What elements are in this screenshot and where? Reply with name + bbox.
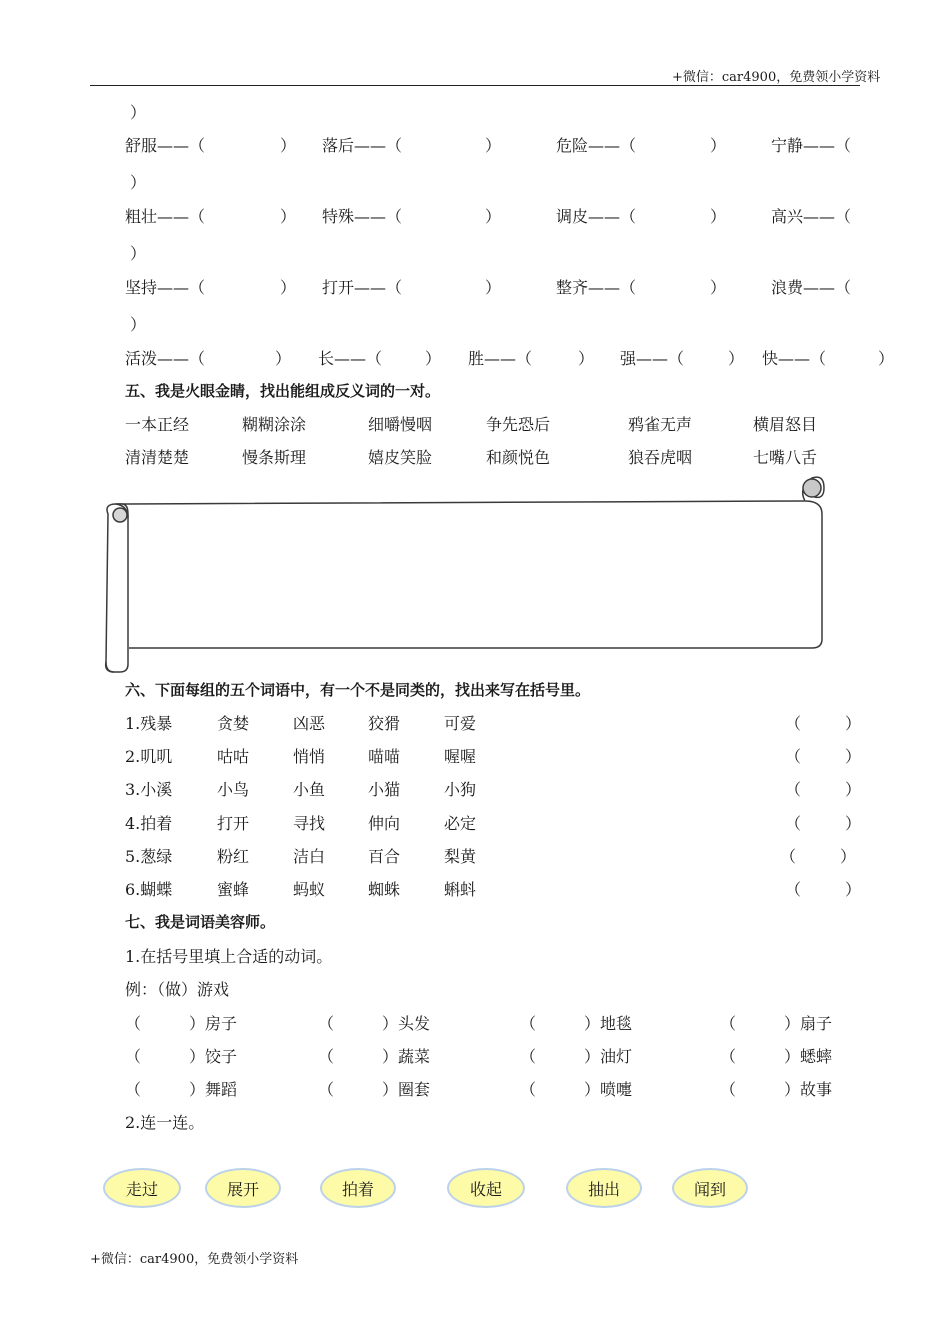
word: 喔喔 bbox=[444, 747, 477, 766]
antonym-item: 快——（ bbox=[762, 349, 827, 368]
word: 3.小溪 bbox=[125, 780, 173, 799]
antonym-item: 长——（ bbox=[318, 349, 383, 368]
antonym-close: ） bbox=[878, 349, 895, 368]
section-five-title: 五、我是火眼金睛，找出能组成反义词的一对。 bbox=[125, 382, 441, 400]
word: 6.蝴蝶 bbox=[125, 880, 173, 899]
antonym-item: 打开——（ bbox=[322, 278, 403, 297]
answer-paren-close: ） bbox=[845, 714, 862, 733]
antonym-close: ） bbox=[710, 136, 727, 155]
word: 蜜蜂 bbox=[217, 880, 250, 899]
antonym-close: ） bbox=[710, 207, 727, 226]
antonym-close: ） bbox=[578, 349, 595, 368]
idiom: 和颜悦色 bbox=[486, 448, 551, 467]
answer-paren-open[interactable]: （ bbox=[785, 780, 802, 799]
word: 狡猾 bbox=[368, 714, 401, 733]
answer-paren-close: ） bbox=[845, 747, 862, 766]
idiom: 鸦雀无声 bbox=[628, 415, 693, 434]
wrapped-paren: ） bbox=[130, 103, 147, 122]
idiom: 七嘴八舌 bbox=[753, 448, 818, 467]
answer-paren-open[interactable]: （ bbox=[785, 814, 802, 833]
match-oval[interactable]: 拍着 bbox=[320, 1168, 396, 1208]
antonym-item: 坚持——（ bbox=[125, 278, 206, 297]
answer-paren-open[interactable]: （ bbox=[785, 714, 802, 733]
wrapped-paren: ） bbox=[130, 244, 147, 263]
verb-blank[interactable]: （ ）舞蹈 bbox=[125, 1080, 238, 1099]
wrapped-paren: ） bbox=[130, 315, 147, 334]
idiom: 狼吞虎咽 bbox=[628, 448, 693, 467]
verb-blank[interactable]: （ ）圈套 bbox=[318, 1080, 431, 1099]
antonym-close: ） bbox=[710, 278, 727, 297]
idiom: 清清楚楚 bbox=[125, 448, 190, 467]
match-oval[interactable]: 闻到 bbox=[672, 1168, 748, 1208]
idiom: 嬉皮笑脸 bbox=[368, 448, 433, 467]
verb-blank[interactable]: （ ）蔬菜 bbox=[318, 1047, 431, 1066]
word: 凶恶 bbox=[293, 714, 326, 733]
antonym-item: 强——（ bbox=[620, 349, 685, 368]
verb-blank[interactable]: （ ）油灯 bbox=[520, 1047, 633, 1066]
footer-watermark: +微信：car4900，免费领小学资料 bbox=[90, 1252, 299, 1267]
word: 蝌蚪 bbox=[444, 880, 477, 899]
example: 例：（做）游戏 bbox=[125, 980, 230, 999]
verb-blank[interactable]: （ ）地毯 bbox=[520, 1014, 633, 1033]
word: 2.叽叽 bbox=[125, 747, 173, 766]
word: 悄悄 bbox=[293, 747, 326, 766]
antonym-close: ） bbox=[485, 207, 502, 226]
antonym-item: 特殊——（ bbox=[322, 207, 403, 226]
sub-question-one: 1.在括号里填上合适的动词。 bbox=[125, 947, 333, 966]
antonym-close: ） bbox=[425, 349, 442, 368]
answer-paren-close: ） bbox=[845, 780, 862, 799]
idiom: 一本正经 bbox=[125, 415, 190, 434]
antonym-item: 高兴——（ bbox=[771, 207, 852, 226]
word: 寻找 bbox=[293, 814, 326, 833]
match-oval[interactable]: 抽出 bbox=[566, 1168, 642, 1208]
antonym-item: 落后——（ bbox=[322, 136, 403, 155]
word: 百合 bbox=[368, 847, 401, 866]
verb-blank[interactable]: （ ）扇子 bbox=[720, 1014, 833, 1033]
antonym-item: 舒服——（ bbox=[125, 136, 206, 155]
word: 贪婪 bbox=[217, 714, 250, 733]
answer-paren-open[interactable]: （ bbox=[785, 747, 802, 766]
header-watermark: +微信：car4900，免费领小学资料 bbox=[672, 70, 881, 85]
match-oval[interactable]: 收起 bbox=[447, 1168, 525, 1208]
antonym-close: ） bbox=[280, 136, 297, 155]
word: 咕咕 bbox=[217, 747, 250, 766]
idiom: 争先恐后 bbox=[486, 415, 551, 434]
antonym-close: ） bbox=[485, 278, 502, 297]
word: 喵喵 bbox=[368, 747, 401, 766]
word: 小鱼 bbox=[293, 780, 326, 799]
antonym-close: ） bbox=[280, 207, 297, 226]
answer-paren-open[interactable]: （ bbox=[780, 847, 797, 866]
answer-scroll[interactable] bbox=[100, 474, 830, 679]
verb-blank[interactable]: （ ）喷嚏 bbox=[520, 1080, 633, 1099]
antonym-item: 胜——（ bbox=[468, 349, 533, 368]
word: 洁白 bbox=[293, 847, 326, 866]
word: 小鸟 bbox=[217, 780, 250, 799]
verb-blank[interactable]: （ ）蟋蟀 bbox=[720, 1047, 833, 1066]
word: 4.拍着 bbox=[125, 814, 173, 833]
word: 打开 bbox=[217, 814, 250, 833]
answer-paren-close: ） bbox=[845, 880, 862, 899]
antonym-item: 粗壮——（ bbox=[125, 207, 206, 226]
antonym-item: 调皮——（ bbox=[556, 207, 637, 226]
word: 伸向 bbox=[368, 814, 401, 833]
word: 可爱 bbox=[444, 714, 477, 733]
antonym-close: ） bbox=[728, 349, 745, 368]
antonym-item: 活泼——（ bbox=[125, 349, 206, 368]
answer-paren-close: ） bbox=[840, 847, 857, 866]
word: 5.葱绿 bbox=[125, 847, 173, 866]
word: 必定 bbox=[444, 814, 477, 833]
antonym-close: ） bbox=[485, 136, 502, 155]
antonym-item: 整齐——（ bbox=[556, 278, 637, 297]
word: 1.残暴 bbox=[125, 714, 173, 733]
idiom: 横眉怒目 bbox=[753, 415, 818, 434]
word: 蚂蚁 bbox=[293, 880, 326, 899]
antonym-item: 宁静——（ bbox=[771, 136, 852, 155]
word: 梨黄 bbox=[444, 847, 477, 866]
idiom: 糊糊涂涂 bbox=[242, 415, 307, 434]
idiom: 细嚼慢咽 bbox=[368, 415, 433, 434]
header-divider bbox=[90, 85, 860, 86]
antonym-close: ） bbox=[275, 349, 292, 368]
verb-blank[interactable]: （ ）饺子 bbox=[125, 1047, 238, 1066]
antonym-item: 危险——（ bbox=[556, 136, 637, 155]
match-oval[interactable]: 展开 bbox=[205, 1168, 281, 1208]
antonym-item: 浪费——（ bbox=[771, 278, 852, 297]
word: 小狗 bbox=[444, 780, 477, 799]
match-oval[interactable]: 走过 bbox=[103, 1168, 181, 1208]
verb-blank[interactable]: （ ）房子 bbox=[125, 1014, 238, 1033]
section-six-title: 六、下面每组的五个词语中，有一个不是同类的，找出来写在括号里。 bbox=[125, 681, 591, 699]
verb-blank[interactable]: （ ）头发 bbox=[318, 1014, 431, 1033]
word: 蜘蛛 bbox=[368, 880, 401, 899]
section-seven-title: 七、我是词语美容师。 bbox=[125, 913, 276, 931]
word: 小猫 bbox=[368, 780, 401, 799]
antonym-close: ） bbox=[280, 278, 297, 297]
idiom: 慢条斯理 bbox=[242, 448, 307, 467]
sub-question-two: 2.连一连。 bbox=[125, 1113, 205, 1132]
answer-paren-open[interactable]: （ bbox=[785, 880, 802, 899]
verb-blank[interactable]: （ ）故事 bbox=[720, 1080, 833, 1099]
wrapped-paren: ） bbox=[130, 173, 147, 192]
answer-paren-close: ） bbox=[845, 814, 862, 833]
word: 粉红 bbox=[217, 847, 250, 866]
